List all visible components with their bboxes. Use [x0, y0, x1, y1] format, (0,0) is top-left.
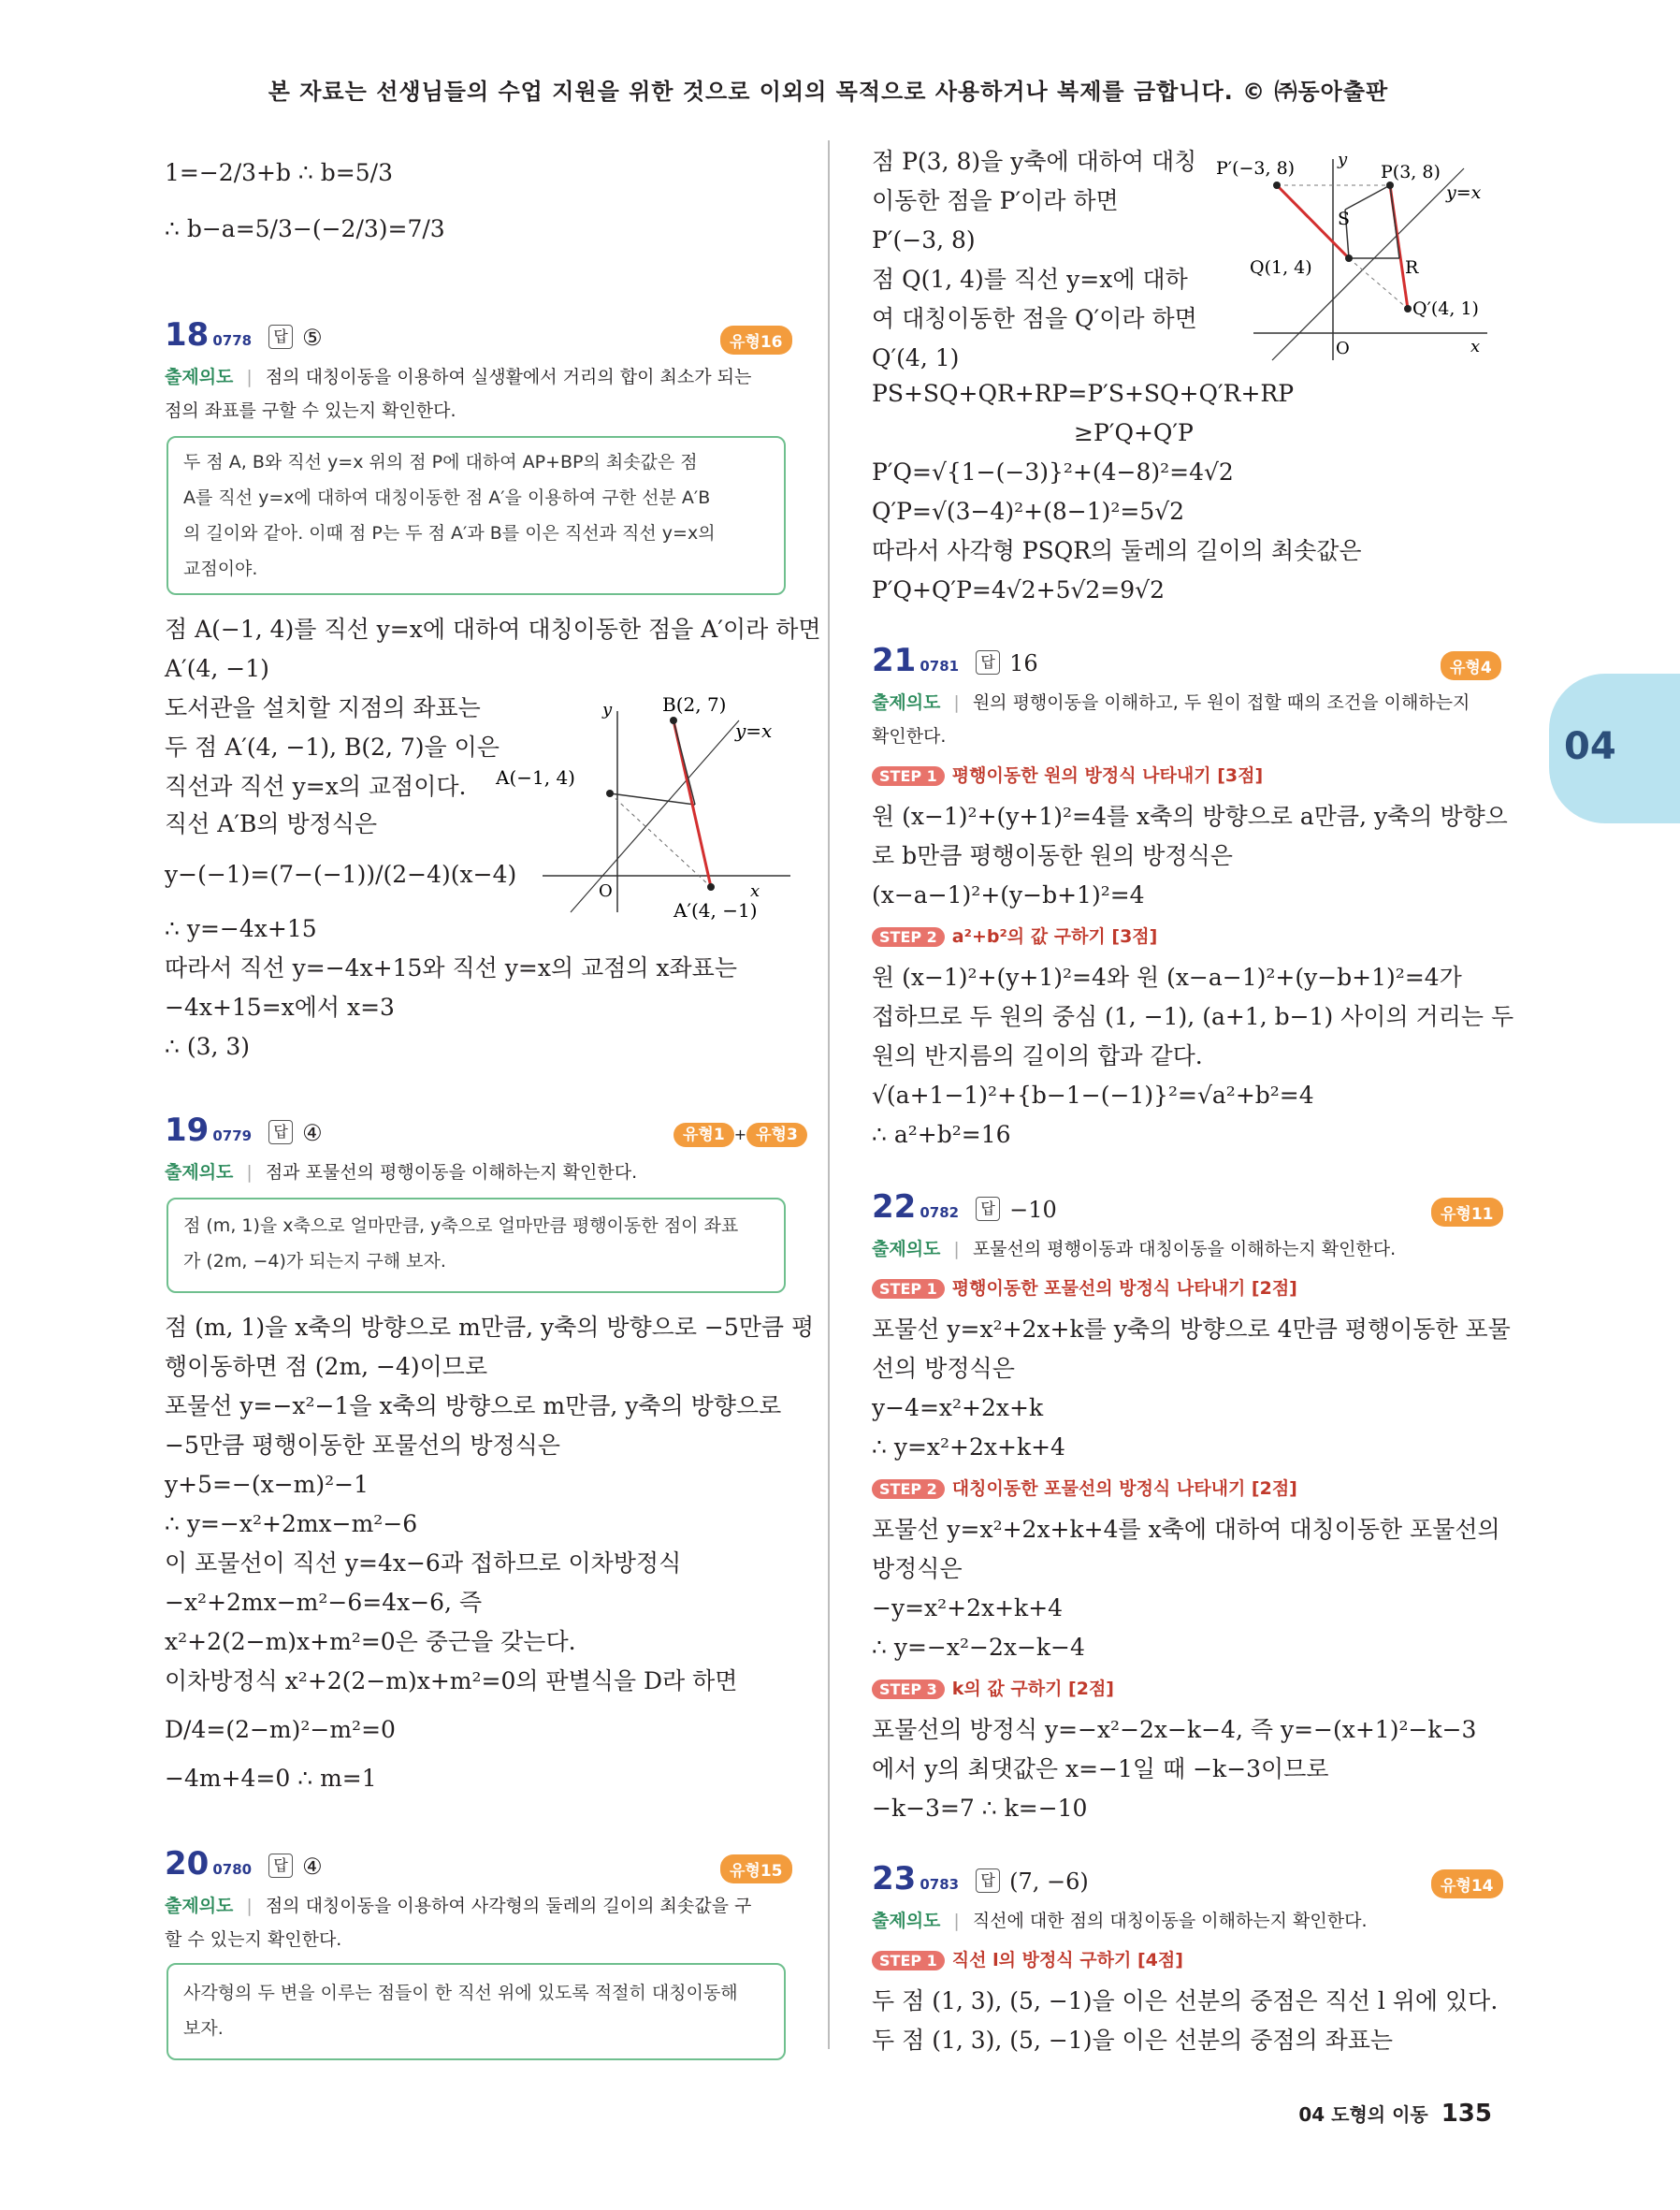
chapter-label: 04 도형의 이동	[1298, 2103, 1428, 2126]
text-line: ≥P′Q+Q′P	[1074, 419, 1194, 446]
text-line: D/4=(2−m)²−m²=0	[165, 1716, 396, 1743]
question-code: 0779	[212, 1127, 253, 1144]
text-line: 원의 반지름의 길이의 합과 같다.	[872, 1042, 1203, 1069]
text-line: −k−3=7 ∴ k=−10	[872, 1795, 1088, 1822]
text-line: −y=x²+2x+k+4	[872, 1594, 1064, 1621]
question-number: 19	[165, 1112, 210, 1149]
text-line: 선의 방정식은	[872, 1355, 1015, 1382]
badge-plus: +	[733, 1126, 747, 1143]
intent-line: 출제의도 | 직선에 대한 점의 대칭이동을 이해하는지 확인한다.	[872, 1911, 1368, 1931]
text-line: 점 (m, 1)을 x축의 방향으로 m만큼, y축의 방향으로 −5만큼 평	[165, 1314, 815, 1341]
question-code: 0782	[920, 1204, 960, 1221]
page-footer	[1298, 2100, 1492, 2128]
text-line: 두 점 (1, 3), (5, −1)을 이은 선분의 중점은 직선 l 위에 있다.	[872, 1987, 1499, 2014]
answer-value: ④	[302, 1854, 323, 1880]
hint-line: 사각형의 두 변을 이루는 점들이 한 직선 위에 있도록 적절히 대칭이동해	[183, 1983, 738, 2003]
answer-value: (7, −6)	[1009, 1868, 1089, 1895]
segment-AAp	[610, 793, 711, 887]
text-line: 점 Q(1, 4)를 직선 y=x에 대하	[872, 266, 1188, 293]
label-Q: Q(1, 4)	[1250, 257, 1312, 278]
text-line: 원 (x−1)²+(y+1)²=4를 x축의 방향으로 a만큼, y축의 방향으	[872, 803, 1508, 830]
question-header	[872, 1188, 1057, 1233]
label-A: A(−1, 4)	[496, 766, 575, 789]
text-line: 두 점 A′(4, −1), B(2, 7)을 이은	[165, 734, 500, 761]
type-badge: 유형4	[1441, 651, 1501, 680]
text-line: 포물선 y=x²+2x+k를 y축의 방향으로 4만큼 평행이동한 포물	[872, 1316, 1511, 1343]
chapter-tab-number: 04	[1564, 725, 1616, 768]
text-line: ∴ b−a=5/3−(−2/3)=7/3	[165, 215, 445, 242]
label-Ap: A′(4, −1)	[673, 899, 758, 922]
copyright-notice: 본 자료는 선생님들의 수업 지원을 위한 것으로 이외의 목적으로 사용하거나 복제를 금합니다. © ㈜동아출판	[268, 79, 1389, 105]
label-R: R	[1405, 257, 1419, 278]
text-line: 직선과 직선 y=x의 교점이다.	[165, 773, 467, 800]
point-B	[670, 717, 677, 724]
answer-value: ⑤	[302, 325, 323, 351]
answer-icon: 답	[268, 325, 293, 349]
answer-value: ④	[302, 1120, 323, 1146]
text-line: ∴ y=−x²−2x−k−4	[872, 1634, 1085, 1661]
answer-icon: 답	[976, 1197, 1000, 1221]
label-y: y	[1338, 150, 1348, 169]
page-number: 135	[1441, 2100, 1492, 2128]
type-badge: 유형1	[673, 1123, 734, 1147]
text-line: 1=−2/3+b ∴ b=5/3	[165, 159, 393, 186]
text-line: A′(4, −1)	[165, 655, 269, 682]
text-line: y+5=−(x−m)²−1	[165, 1471, 369, 1498]
text-line: y−4=x²+2x+k	[872, 1394, 1044, 1421]
label-y: y	[602, 700, 613, 720]
label-x: x	[750, 881, 760, 901]
point-Qp	[1404, 305, 1412, 313]
question-code: 0783	[920, 1876, 960, 1893]
text-line: 이 포물선이 직선 y=4x−6과 접하므로 이차방정식	[165, 1549, 682, 1577]
answer-icon: 답	[976, 650, 1000, 675]
step-heading: STEP 1 직선 l의 방정식 구하기 [4점]	[872, 1946, 1183, 1971]
intent-line: 점의 좌표를 구할 수 있는지 확인한다.	[165, 400, 456, 421]
text-line: y−(−1)=(7−(−1))/(2−4)(x−4)	[165, 861, 517, 888]
label-line: y=x	[735, 720, 773, 742]
question-header	[872, 1860, 1089, 1905]
label-S: S	[1338, 209, 1351, 229]
intent-line: 출제의도 | 점의 대칭이동을 이용하여 실생활에서 거리의 합이 최소가 되는	[165, 367, 752, 387]
hint-line: 보자.	[183, 2018, 224, 2039]
step-heading: STEP 3 k의 값 구하기 [2점]	[872, 1675, 1114, 1700]
answer-value: 16	[1009, 650, 1038, 676]
text-line: 방정식은	[872, 1555, 963, 1582]
point-A	[606, 790, 614, 797]
hint-line: 점 (m, 1)을 x축으로 얼마만큼, y축으로 얼마만큼 평행이동한 점이 좌표	[183, 1215, 739, 1236]
step-heading: STEP 1 평행이동한 원의 방정식 나타내기 [3점]	[872, 762, 1263, 787]
question-header	[165, 1845, 323, 1890]
text-line: x²+2(2−m)x+m²=0은 중근을 갖는다.	[165, 1628, 576, 1655]
label-Qp: Q′(4, 1)	[1412, 298, 1479, 319]
label-O: O	[599, 881, 613, 901]
hint-line: 가 (2m, −4)가 되는지 구해 보자.	[183, 1251, 446, 1272]
text-line: −x²+2mx−m²−6=4x−6, 즉	[165, 1589, 483, 1616]
text-line: 두 점 (1, 3), (5, −1)을 이은 선분의 중점의 좌표는	[872, 2027, 1394, 2054]
question-header	[165, 1112, 323, 1156]
text-line: 포물선의 방정식 y=−x²−2x−k−4, 즉 y=−(x+1)²−k−3	[872, 1716, 1477, 1743]
question-number: 20	[165, 1845, 210, 1883]
text-line: ∴ y=x²+2x+k+4	[872, 1433, 1065, 1461]
question-number: 18	[165, 316, 210, 354]
text-line: 따라서 직선 y=−4x+15와 직선 y=x의 교점의 x좌표는	[165, 954, 737, 981]
text-line: 에서 y의 최댓값은 x=−1일 때 −k−3이므로	[872, 1755, 1329, 1782]
text-line: 점 P(3, 8)을 y축에 대하여 대칭	[872, 148, 1197, 175]
text-line: 직선 A′B의 방정식은	[165, 810, 378, 837]
question-number: 22	[872, 1188, 917, 1226]
answer-value: −10	[1009, 1197, 1057, 1223]
text-line: 이동한 점을 P′이라 하면	[872, 187, 1119, 214]
answer-icon: 답	[268, 1854, 293, 1878]
text-line: 점 A(−1, 4)를 직선 y=x에 대하여 대칭이동한 점을 A′이라 하면	[165, 616, 821, 643]
intent-line: 출제의도 | 포물선의 평행이동과 대칭이동을 이해하는지 확인한다.	[872, 1239, 1397, 1259]
step-heading: STEP 2 대칭이동한 포물선의 방정식 나타내기 [2점]	[872, 1475, 1297, 1500]
type-badge: 유형11	[1431, 1198, 1503, 1227]
type-badge: 유형15	[720, 1854, 792, 1883]
question-header	[872, 642, 1038, 687]
label-Pp: P′(−3, 8)	[1216, 158, 1296, 179]
column-divider	[828, 140, 830, 2049]
text-line: ∴ (3, 3)	[165, 1033, 251, 1060]
text-line: 포물선 y=x²+2x+k+4를 x축에 대하여 대칭이동한 포물선의	[872, 1516, 1500, 1543]
label-line: y=x	[1446, 182, 1482, 203]
text-line: 접하므로 두 원의 중심 (1, −1), (a+1, b−1) 사이의 거리는 두	[872, 1003, 1514, 1030]
intent-line: 출제의도 | 점과 포물선의 평행이동을 이해하는지 확인한다.	[165, 1162, 638, 1183]
text-line: PS+SQ+QR+RP=P′S+SQ+Q′R+RP	[872, 380, 1295, 407]
segment-QQp	[1349, 258, 1408, 309]
text-line: (x−a−1)²+(y−b+1)²=4	[872, 881, 1145, 909]
segment-BAp	[673, 720, 711, 887]
question-number: 21	[872, 642, 917, 679]
type-badges	[673, 1121, 807, 1144]
text-line: 이차방정식 x²+2(2−m)x+m²=0의 판별식을 D라 하면	[165, 1667, 738, 1694]
label-P: P(3, 8)	[1381, 162, 1441, 182]
point-Q	[1345, 254, 1353, 262]
text-line: 원 (x−1)²+(y+1)²=4와 원 (x−a−1)²+(y−b+1)²=4가	[872, 964, 1462, 991]
text-line: 따라서 사각형 PSQR의 둘레의 길이의 최솟값은	[872, 537, 1362, 564]
text-line: ∴ y=−x²+2mx−m²−6	[165, 1510, 418, 1537]
text-line: 포물선 y=−x²−1을 x축의 방향으로 m만큼, y축의 방향으로	[165, 1392, 782, 1419]
question-code: 0781	[920, 658, 960, 675]
question-code: 0778	[212, 332, 253, 349]
hint-line: 교점이야.	[183, 559, 258, 579]
line-y-eq-x	[571, 720, 739, 912]
answer-icon: 답	[268, 1120, 293, 1144]
question-number: 23	[872, 1860, 917, 1897]
type-badge: 유형16	[720, 326, 792, 355]
label-B: B(2, 7)	[662, 693, 727, 716]
text-line: Q′(4, 1)	[872, 344, 960, 371]
text-line: 로 b만큼 평행이동한 원의 방정식은	[872, 842, 1233, 869]
answer-icon: 답	[976, 1868, 1000, 1893]
text-line: −5만큼 평행이동한 포물선의 방정식은	[165, 1432, 560, 1459]
text-line: 도서관을 설치할 지점의 좌표는	[165, 694, 481, 721]
text-line: P′(−3, 8)	[872, 226, 976, 254]
type-badge: 유형3	[746, 1123, 807, 1147]
text-line: P′Q=√{1−(−3)}²+(4−8)²=4√2	[872, 458, 1234, 486]
hint-line: 의 길이와 같아. 이때 점 P는 두 점 A′과 B를 이은 직선과 직선 y=x의	[183, 523, 716, 544]
step-heading: STEP 1 평행이동한 포물선의 방정식 나타내기 [2점]	[872, 1274, 1297, 1300]
point-Ap	[707, 883, 715, 891]
point-Pp	[1273, 182, 1281, 189]
label-O: O	[1336, 339, 1350, 358]
label-x: x	[1470, 337, 1481, 356]
intent-line: 출제의도 | 원의 평행이동을 이해하고, 두 원이 접할 때의 조건을 이해하는지	[872, 692, 1470, 713]
q18-graph	[496, 692, 804, 926]
hint-line: A를 직선 y=x에 대하여 대칭이동한 점 A′을 이용하여 구한 선분 A′B	[183, 487, 711, 508]
step-heading: STEP 2 a²+b²의 값 구하기 [3점]	[872, 923, 1157, 948]
segment-PS	[1345, 185, 1390, 210]
text-line: ∴ y=−4x+15	[165, 915, 317, 942]
text-line: −4m+4=0 ∴ m=1	[165, 1765, 377, 1792]
text-line: P′Q+Q′P=4√2+5√2=9√2	[872, 576, 1166, 603]
q20-graph	[1216, 150, 1497, 365]
segment-AP	[610, 793, 695, 805]
hint-line: 두 점 A, B와 직선 y=x 위의 점 P에 대하여 AP+BP의 최솟값은 점	[183, 452, 698, 473]
text-line: −4x+15=x에서 x=3	[165, 994, 395, 1021]
text-line: ∴ a²+b²=16	[872, 1121, 1011, 1148]
intent-line: 출제의도 | 점의 대칭이동을 이용하여 사각형의 둘레의 길이의 최솟값을 구	[165, 1896, 752, 1916]
text-line: 행이동하면 점 (2m, −4)이므로	[165, 1353, 488, 1380]
question-header	[165, 316, 323, 361]
intent-line: 확인한다.	[872, 726, 947, 747]
text-line: √(a+1−1)²+{b−1−(−1)}²=√a²+b²=4	[872, 1082, 1314, 1109]
question-code: 0780	[212, 1861, 253, 1878]
point-P	[1386, 182, 1394, 189]
segment-RP	[1390, 185, 1399, 258]
intent-line: 할 수 있는지 확인한다.	[165, 1929, 342, 1950]
type-badge: 유형14	[1431, 1869, 1503, 1898]
text-line: Q′P=√(3−4)²+(8−1)²=5√2	[872, 498, 1185, 525]
text-line: 여 대칭이동한 점을 Q′이라 하면	[872, 305, 1197, 332]
